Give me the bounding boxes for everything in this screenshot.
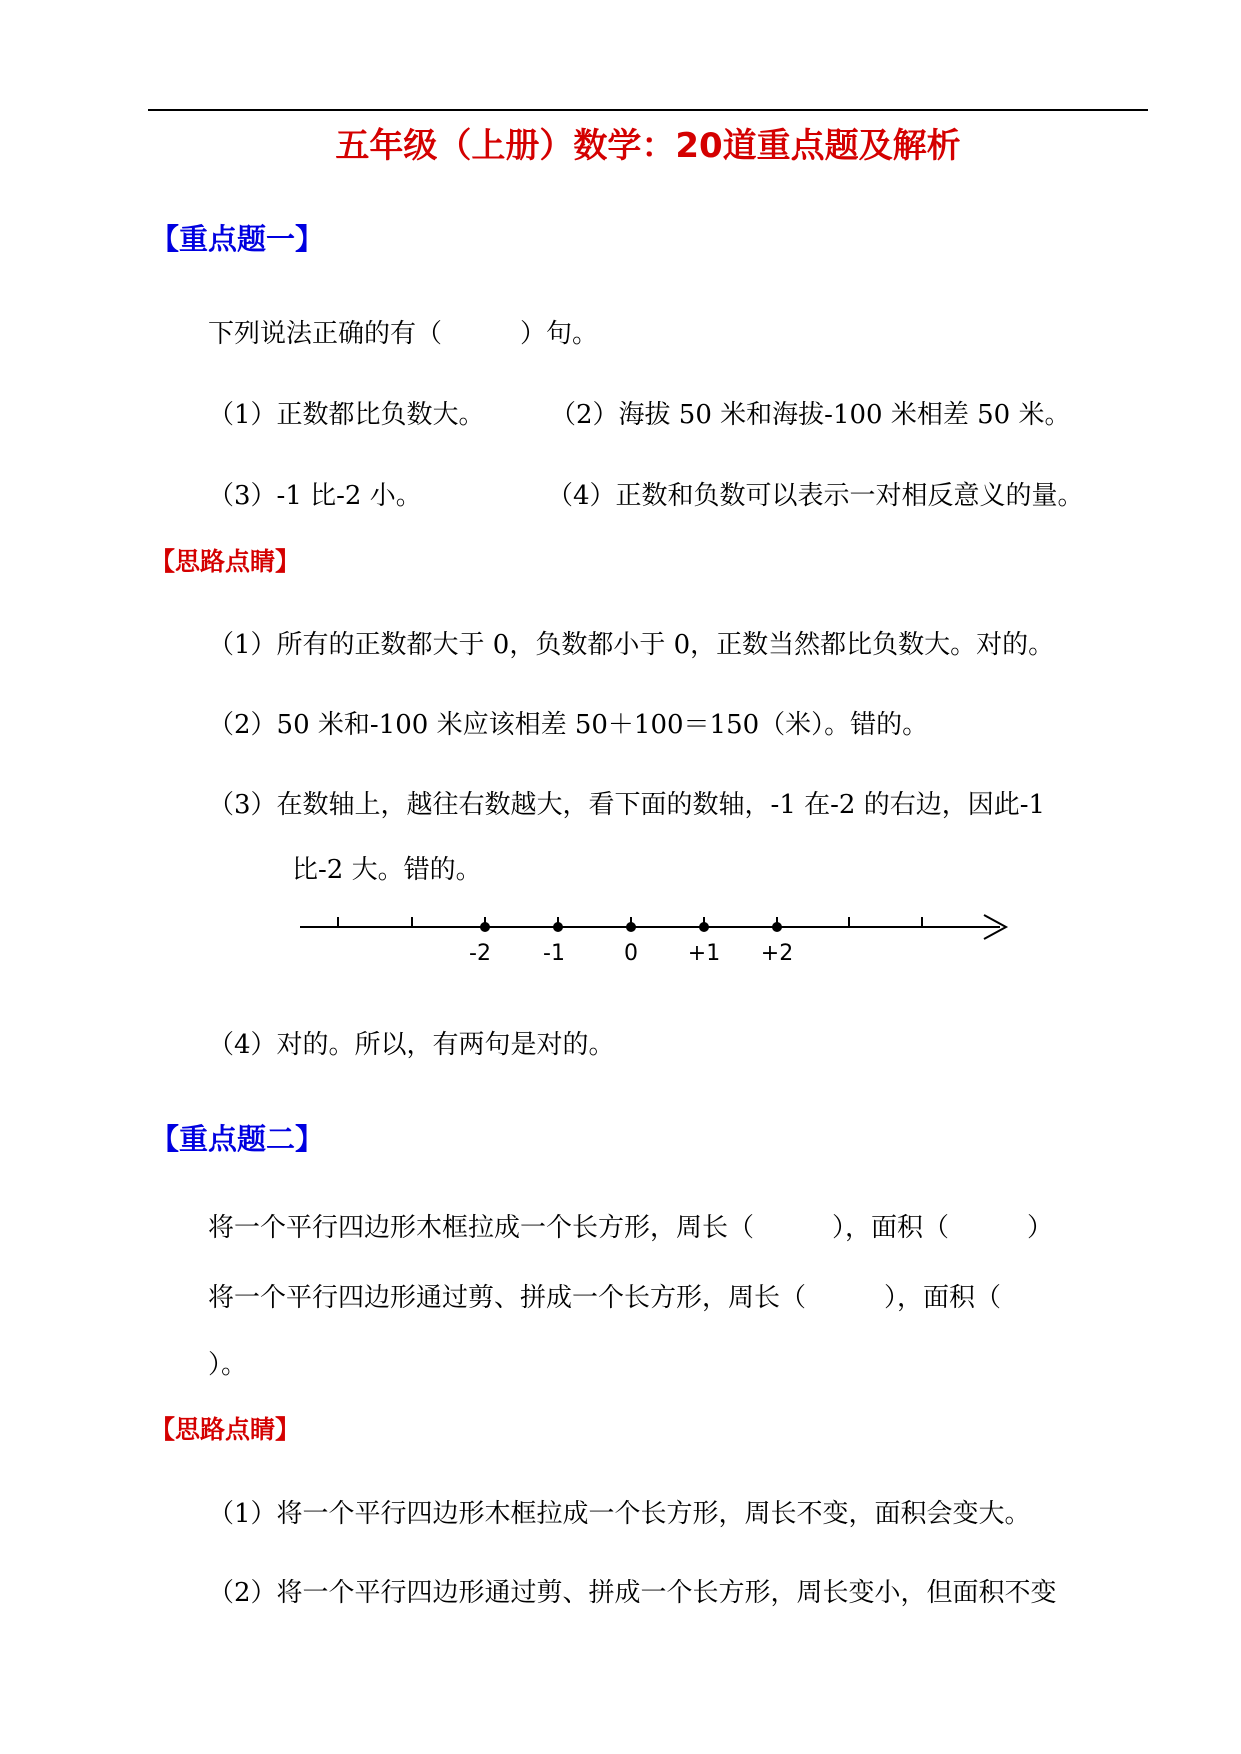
question-2-heading: 【重点题二】	[150, 1122, 325, 1156]
analysis-1-item-3-line-1: （3）在数轴上，越往右数越大，看下面的数轴，-1 在-2 的右边，因此-1	[208, 790, 1046, 820]
question-2-line-2: 将一个平行四边形通过剪、拼成一个长方形，周长（ ），面积（	[208, 1283, 1002, 1313]
axis-label-plus-1: +1	[687, 941, 721, 965]
statement-3: （3）-1 比-2 小。	[208, 481, 422, 511]
axis-label-plus-2: +2	[760, 941, 794, 965]
statement-1: （1）正数都比负数大。	[208, 400, 485, 430]
point-minus-2	[480, 917, 490, 932]
question-1-heading: 【重点题一】	[150, 222, 325, 256]
statement-2: （2）海拔 50 米和海拔-100 米相差 50 米。	[550, 400, 1071, 430]
analysis-2-item-2: （2）将一个平行四边形通过剪、拼成一个长方形，周长变小，但面积不变	[208, 1578, 1057, 1608]
question-2-line-3: ）。	[208, 1350, 248, 1380]
number-line	[290, 905, 1010, 965]
statement-4: （4）正数和负数可以表示一对相反意义的量。	[547, 481, 1084, 511]
analysis-2-item-1: （1）将一个平行四边形木框拉成一个长方形，周长不变，面积会变大。	[208, 1499, 1031, 1529]
analysis-2-heading: 【思路点睛】	[150, 1415, 301, 1444]
point-plus-1	[699, 917, 709, 932]
question-2-line-1: 将一个平行四边形木框拉成一个长方形，周长（ ），面积（ ）	[208, 1213, 1054, 1243]
analysis-1-item-4: （4）对的。所以，有两句是对的。	[208, 1030, 615, 1060]
point-zero	[626, 917, 636, 932]
analysis-1-item-1: （1）所有的正数都大于 0，负数都小于 0，正数当然都比负数大。对的。	[208, 630, 1055, 660]
page-title: 五年级（上册）数学：20道重点题及解析	[335, 126, 961, 166]
axis-label-zero: 0	[624, 941, 638, 965]
analysis-1-item-2: （2）50 米和-100 米应该相差 50＋100＝150（米）。错的。	[208, 710, 929, 740]
axis-label-minus-1: -1	[543, 941, 565, 965]
header-rule	[148, 109, 1148, 111]
analysis-1-heading: 【思路点睛】	[150, 547, 301, 576]
axis-label-minus-2: -2	[469, 941, 491, 965]
question-1-prompt: 下列说法正确的有（ ）句。	[208, 319, 599, 349]
analysis-1-item-3-line-2: 比-2 大。错的。	[292, 855, 482, 885]
point-plus-2	[772, 917, 782, 932]
point-minus-1	[553, 917, 563, 932]
